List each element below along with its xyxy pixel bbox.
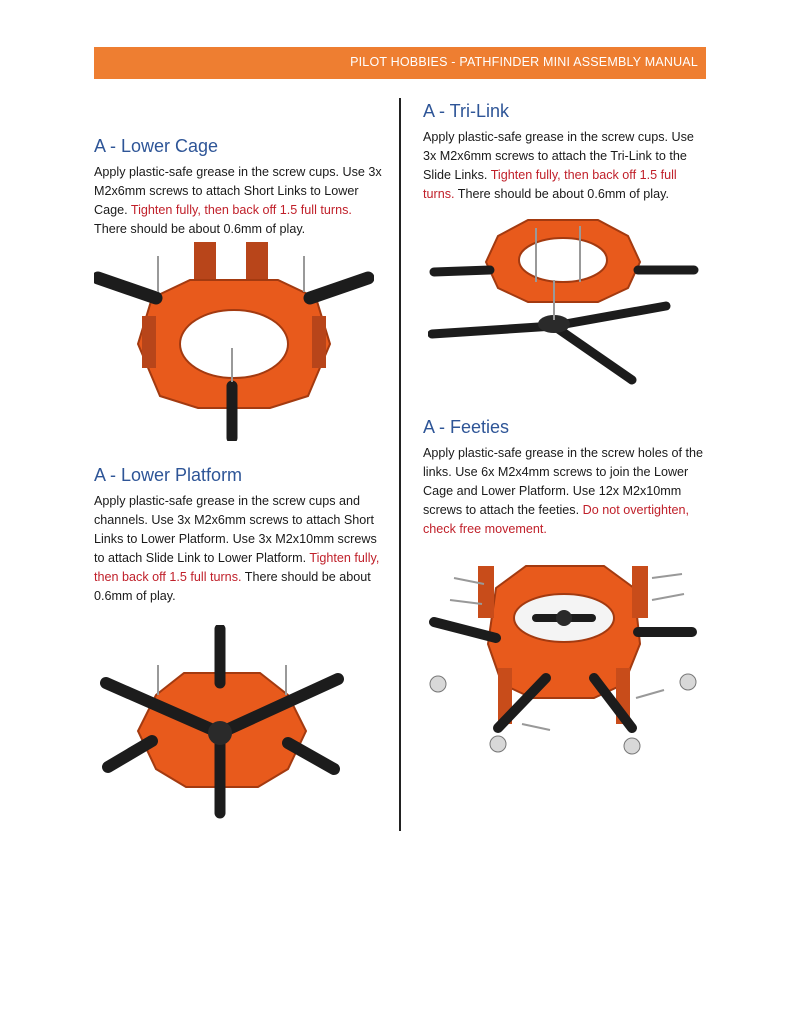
tri-link-hub <box>556 610 572 626</box>
cage-opening <box>180 310 288 378</box>
center-hub <box>208 721 232 745</box>
section-lower-platform <box>94 465 384 606</box>
section-tri-link <box>423 101 708 204</box>
lower-platform-illustration <box>100 625 345 820</box>
tri-link-illustration <box>428 210 700 395</box>
lower-cage-illustration <box>94 236 374 441</box>
column-divider <box>399 98 401 831</box>
warning-text: Do not overtighten, check free movement. <box>423 503 690 536</box>
slide-link <box>434 270 490 272</box>
screw <box>450 600 482 604</box>
instruction-text: Apply plastic-safe grease in the screw cups. Use 3x M2x6mm screws to attach the Tri-Link to the Slide Links. <box>423 130 694 182</box>
section-title: A - Lower Platform <box>94 465 243 485</box>
section-title: A - Lower Cage <box>94 136 219 156</box>
section-instructions <box>423 128 708 204</box>
section-instructions <box>423 444 708 539</box>
feetie-ball <box>680 674 696 690</box>
short-link <box>108 741 152 767</box>
section-title: A - Feeties <box>423 417 510 437</box>
screw <box>636 690 664 698</box>
cage-wall <box>632 566 648 618</box>
section-instructions <box>94 492 384 606</box>
tri-link-arm <box>554 326 632 380</box>
cage-wall <box>142 316 156 368</box>
screw <box>522 724 550 730</box>
cage-wall <box>312 316 326 368</box>
warning-text: Tighten fully, then back off 1.5 full turns. <box>130 203 352 217</box>
instruction-text: Apply plastic-safe grease in the screw holes of the links. Use 6x M2x4mm screws to join the Lower Cage and Lower Platform. Use 12x M2x10mm screws to attach the feeties. <box>423 446 704 517</box>
feeties-illustration <box>426 548 700 763</box>
cage-post <box>246 242 268 284</box>
short-link <box>310 278 368 298</box>
instruction-tail: There should be about 0.6mm of play. <box>94 570 371 603</box>
tri-link-arm <box>554 306 666 326</box>
section-lower-cage <box>94 136 384 239</box>
plate-opening <box>519 238 607 282</box>
cage-wall <box>478 566 494 618</box>
screw <box>652 574 682 578</box>
instruction-text: Apply plastic-safe grease in the screw cups and channels. Use 3x M2x6mm screws to attach Short Links to Lower Platform. Use 3x M2x10mm screws to attach Slide Link to Lower Platform. <box>94 494 377 565</box>
warning-text: Tighten fully, then back off 1.5 full turns. <box>423 168 677 201</box>
section-feeties <box>423 417 708 539</box>
feetie-ball <box>624 738 640 754</box>
tri-link-arm <box>432 326 554 334</box>
instruction-tail: There should be about 0.6mm of play. <box>94 222 306 236</box>
screw <box>652 594 684 600</box>
instruction-text: Apply plastic-safe grease in the screw cups. Use 3x M2x6mm screws to attach Short Links to Lower Cage. <box>94 165 382 217</box>
section-title: A - Tri-Link <box>423 101 510 121</box>
warning-text: Tighten fully, then back off 1.5 full turns. <box>94 551 380 584</box>
feetie-ball <box>430 676 446 692</box>
manual-title: PILOT HOBBIES - PATHFINDER MINI ASSEMBLY MANUAL <box>350 55 698 69</box>
section-instructions <box>94 163 384 239</box>
short-link <box>98 278 156 298</box>
instruction-tail: There should be about 0.6mm of play. <box>457 187 669 201</box>
header-bar <box>94 47 706 79</box>
short-link <box>434 622 496 638</box>
feetie-ball <box>490 736 506 752</box>
cage-post <box>194 242 216 284</box>
